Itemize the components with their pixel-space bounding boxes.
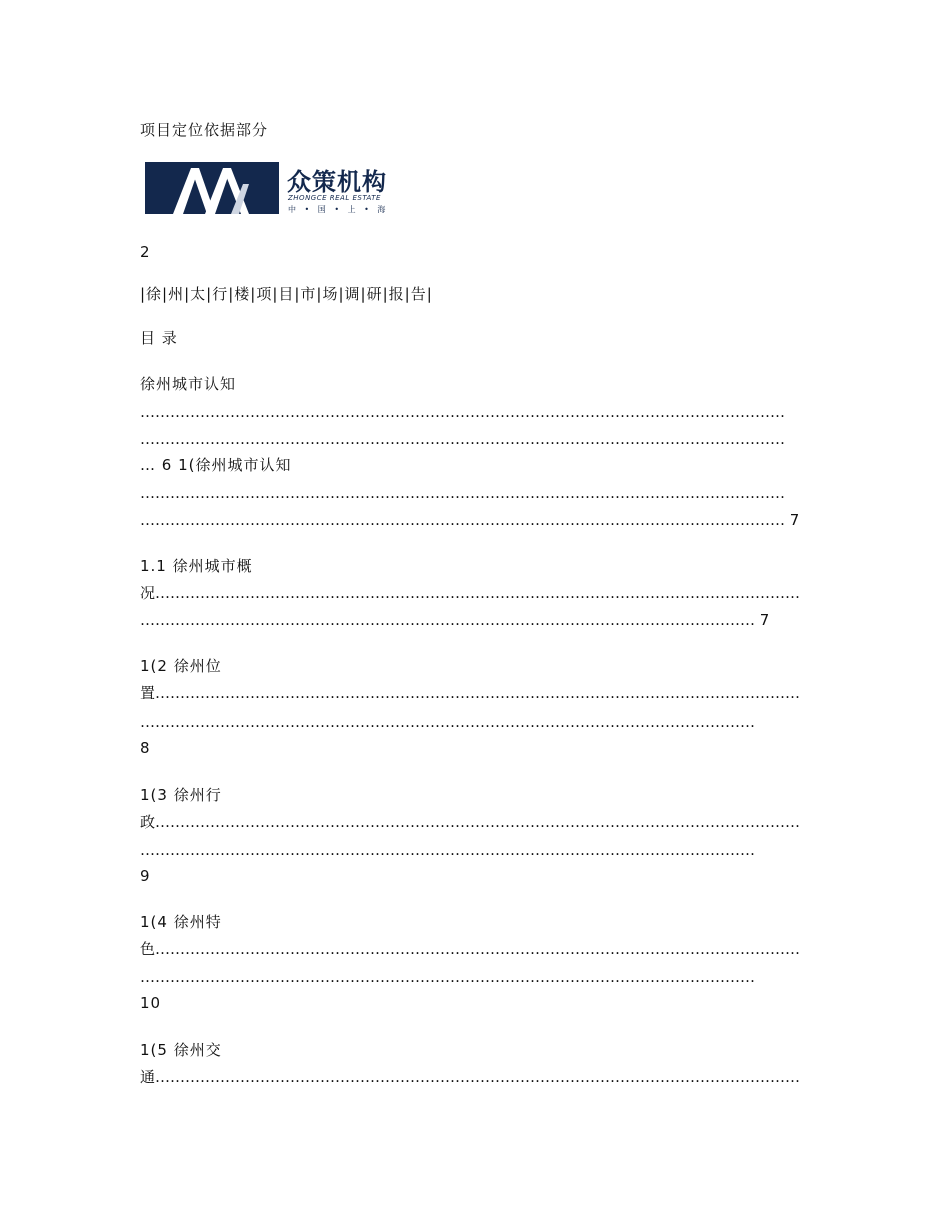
page-number: 2 bbox=[140, 243, 151, 261]
toc-page-ref: 9 bbox=[140, 867, 151, 885]
toc-page-ref: 10 bbox=[140, 994, 162, 1012]
logo-mark-icon bbox=[145, 162, 279, 214]
toc-leader: ………………………………………………………………………………………………………………… bbox=[140, 484, 785, 502]
toc-leader: 政………………………………………………………………………………………………………………… bbox=[140, 813, 801, 831]
toc-leader: …………………………………………………………………………………………………………… bbox=[140, 968, 755, 986]
logo-name-cn: 众策机构 bbox=[287, 167, 387, 196]
company-logo bbox=[145, 160, 395, 218]
document-page bbox=[140, 0, 810, 1230]
toc-leader: 通………………………………………………………………………………………………………………… bbox=[140, 1068, 801, 1086]
toc-entry-text: 1.1 徐州城市概 bbox=[140, 557, 253, 575]
toc-entry-text: 1(5 徐州交 bbox=[140, 1041, 222, 1059]
toc-leader: …………………………………………………………………………………………………………… bbox=[140, 841, 755, 859]
toc-heading: 目 录 bbox=[140, 329, 178, 347]
toc-leader: ………………………………………………………………………………………………………………… bbox=[140, 430, 785, 448]
toc-entry-text: 1(2 徐州位 bbox=[140, 657, 222, 675]
toc-entry-text: 徐州城市认知 bbox=[140, 375, 237, 393]
toc-leader: …………………………………………………………………………………………………………… bbox=[140, 713, 755, 731]
toc-leader: …………………………………………………………………………………………………………… 7 bbox=[140, 611, 770, 629]
toc-page-ref: 8 bbox=[140, 739, 151, 757]
toc-entry-text: 1(4 徐州特 bbox=[140, 913, 222, 931]
toc-leader: 况………………………………………………………………………………………………………………… bbox=[140, 584, 801, 602]
toc-leader: ………………………………………………………………………………………………………………… 7 bbox=[140, 511, 800, 529]
report-title: |徐|州|太|行|楼|项|目|市|场|调|研|报|告| bbox=[140, 285, 433, 303]
toc-leader: 色………………………………………………………………………………………………………………… bbox=[140, 940, 801, 958]
logo-location: 中 • 国 • 上 • 海 bbox=[288, 205, 389, 214]
toc-entry-text: … 6 1(徐州城市认知 bbox=[140, 456, 292, 474]
section-heading: 项目定位依据部分 bbox=[140, 121, 269, 139]
toc-leader: 置………………………………………………………………………………………………………………… bbox=[140, 684, 801, 702]
toc-leader: ………………………………………………………………………………………………………………… bbox=[140, 403, 785, 421]
toc-entry-text: 1(3 徐州行 bbox=[140, 786, 222, 804]
logo-name-en: ZHONGCE REAL ESTATE bbox=[288, 194, 381, 202]
